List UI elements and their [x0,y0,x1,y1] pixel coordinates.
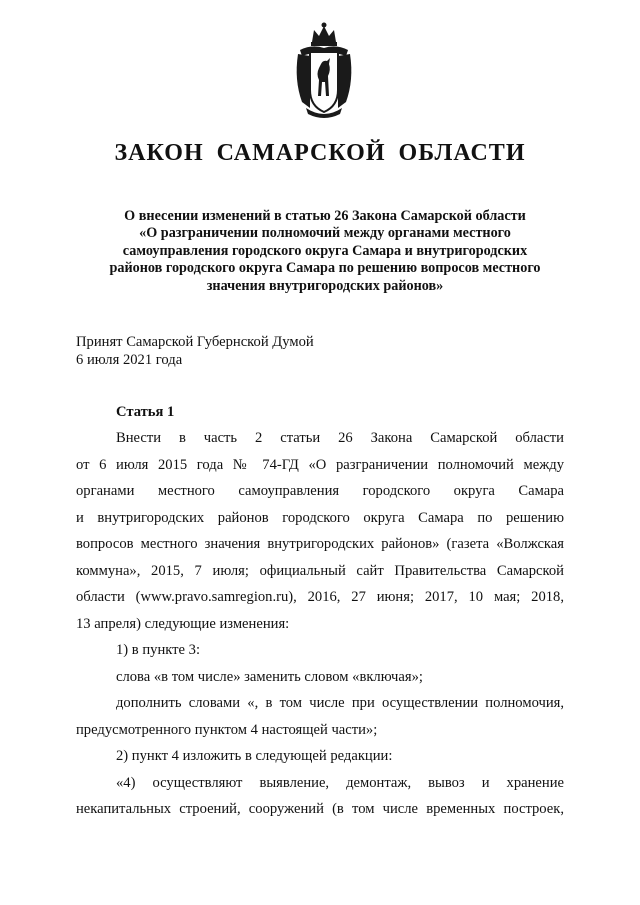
body-line: Внести в часть 2 статьи 26 Закона Самарской области [116,430,564,446]
law-subtitle [96,208,554,295]
body-line: 2) пункт 4 изложить в следующей редакции: [116,748,393,764]
subtitle-line: значения внутригородских районов» [206,277,444,294]
body-line: вопросов местного значения внутригородских районов» (газета «Волжская [76,536,564,552]
body-line: области (www.pravo.samregion.ru), 2016, 27 июня; 2017, 10 мая; 2018, [76,589,564,605]
adoption-date: 6 июля 2021 года [76,352,183,368]
body-line: некапитальных строений, сооружений (в том числе временных построек, [76,801,564,817]
article-heading: Статья 1 [116,404,175,420]
subtitle-line: О внесении изменений в статью 26 Закона Самарской области [124,208,526,224]
body-line: 13 апреля) следующие изменения: [76,615,290,632]
body-line: коммуна», 2015, 7 июля; официальный сайт Правительства Самарской [76,562,564,579]
subtitle-line: «О разграничении полномочий между органами местного [139,225,511,242]
body-line: 1) в пункте 3: [116,642,201,658]
body-line: органами местного самоуправления городского округа Самара [76,483,564,499]
adopted-by: Принят Самарской Губернской Думой [76,334,314,350]
body-line: «4) осуществляют выявление, демонтаж, вывоз и хранение [116,774,564,791]
body-line: дополнить словами «, в том числе при осуществлении полномочия, [116,695,564,711]
adoption-info [76,333,314,369]
body-line: и внутригородских районов городского округа Самара по решению [76,509,564,526]
subtitle-line: районов городского округа Самара по решению вопросов местного [109,260,541,277]
article-body [76,430,564,828]
body-line: предусмотренного пунктом 4 настоящей части»; [76,721,378,738]
body-line: слова «в том числе» заменить словом «включая»; [116,668,423,685]
body-line: от 6 июля 2015 года № 74-ГД «О разграничении полномочий между [76,456,564,473]
subtitle-line: самоуправления городского округа Самара и внутригородских [122,242,528,259]
law-title: ЗАКОН САМАРСКОЙ ОБЛАСТИ [114,140,526,166]
coat-of-arms-icon [292,20,356,120]
